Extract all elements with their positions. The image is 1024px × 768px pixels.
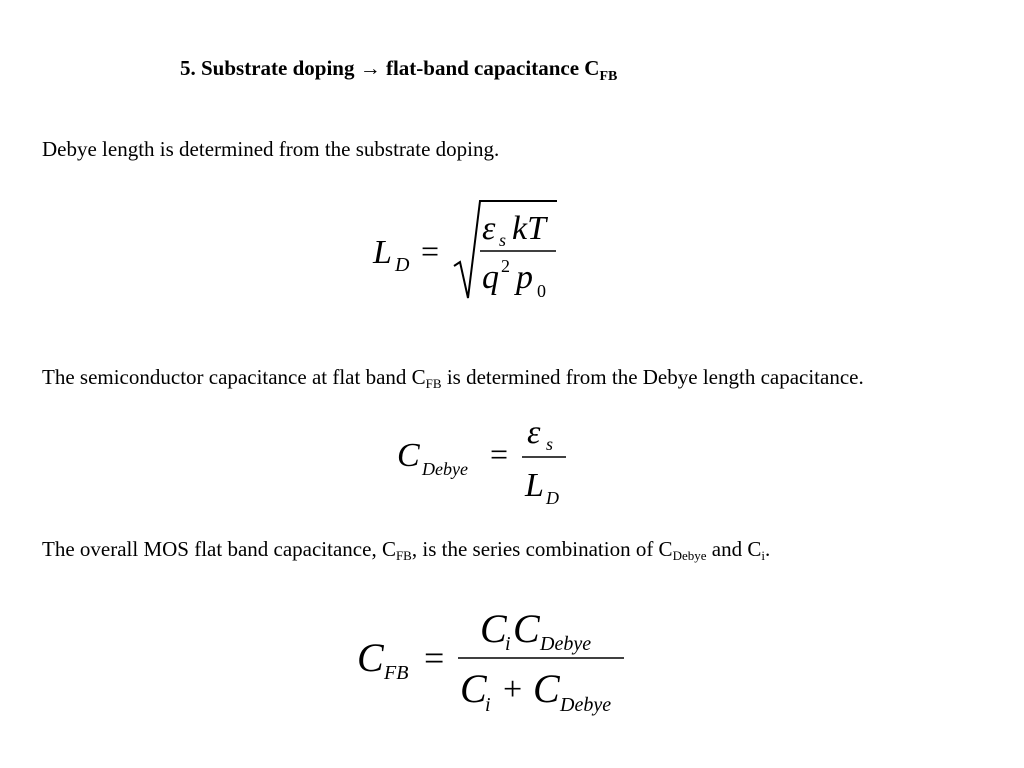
- lhs-subscript: Debye: [422, 459, 468, 479]
- lhs-subscript: D: [395, 254, 410, 276]
- paragraph-text: .: [764, 537, 771, 561]
- ci-subscript: i: [505, 633, 511, 655]
- ci-subscript: i: [485, 694, 491, 716]
- L-symbol: L: [525, 467, 544, 504]
- plus-sign: +: [503, 671, 523, 708]
- q-symbol: q: [482, 259, 499, 296]
- paragraph-subscript: FB: [425, 376, 442, 391]
- ci-symbol: C: [460, 666, 487, 711]
- lhs-symbol: C: [397, 437, 420, 474]
- paragraph-text: The semiconductor capacitance at flat band C: [42, 365, 426, 389]
- epsilon-subscript: s: [546, 434, 554, 454]
- equals-sign: =: [424, 638, 445, 678]
- p-symbol: p: [516, 259, 533, 296]
- lhs-subscript: FB: [384, 662, 409, 684]
- kT-symbols: kT: [512, 210, 546, 247]
- lhs-symbol: L: [373, 234, 392, 271]
- paragraph-subscript: FB: [395, 548, 412, 563]
- paragraph-subscript: i: [761, 548, 765, 563]
- debye-length-paragraph: Debye length is determined from the substrate doping.: [42, 137, 500, 161]
- paragraph-text: is determined from the Debye length capacitance.: [441, 365, 864, 389]
- q-superscript: 2: [501, 256, 510, 276]
- cdebye-symbol: C: [533, 666, 560, 711]
- ci-symbol: C: [480, 606, 507, 651]
- paragraph-text: and C: [706, 537, 762, 561]
- epsilon-symbol: ε: [482, 210, 496, 247]
- cdebye-subscript: Debye: [540, 633, 592, 655]
- p-subscript: 0: [537, 281, 546, 301]
- epsilon-subscript: s: [499, 230, 507, 250]
- cdebye-subscript: Debye: [560, 694, 612, 716]
- cdebye-symbol: C: [513, 606, 540, 651]
- L-subscript: D: [546, 488, 559, 508]
- title-text: 5. Substrate doping → flat-band capacitance C: [180, 56, 600, 80]
- epsilon-symbol: ε: [527, 414, 541, 451]
- paragraph-text: The overall MOS flat band capacitance, C: [42, 537, 396, 561]
- equals-sign: =: [490, 436, 509, 472]
- title-subscript: FB: [599, 69, 618, 84]
- paragraph-subscript: Debye: [672, 548, 707, 563]
- lhs-symbol: C: [357, 635, 384, 680]
- paragraph-text: , is the series combination of C: [411, 537, 673, 561]
- equals-sign: =: [421, 233, 440, 269]
